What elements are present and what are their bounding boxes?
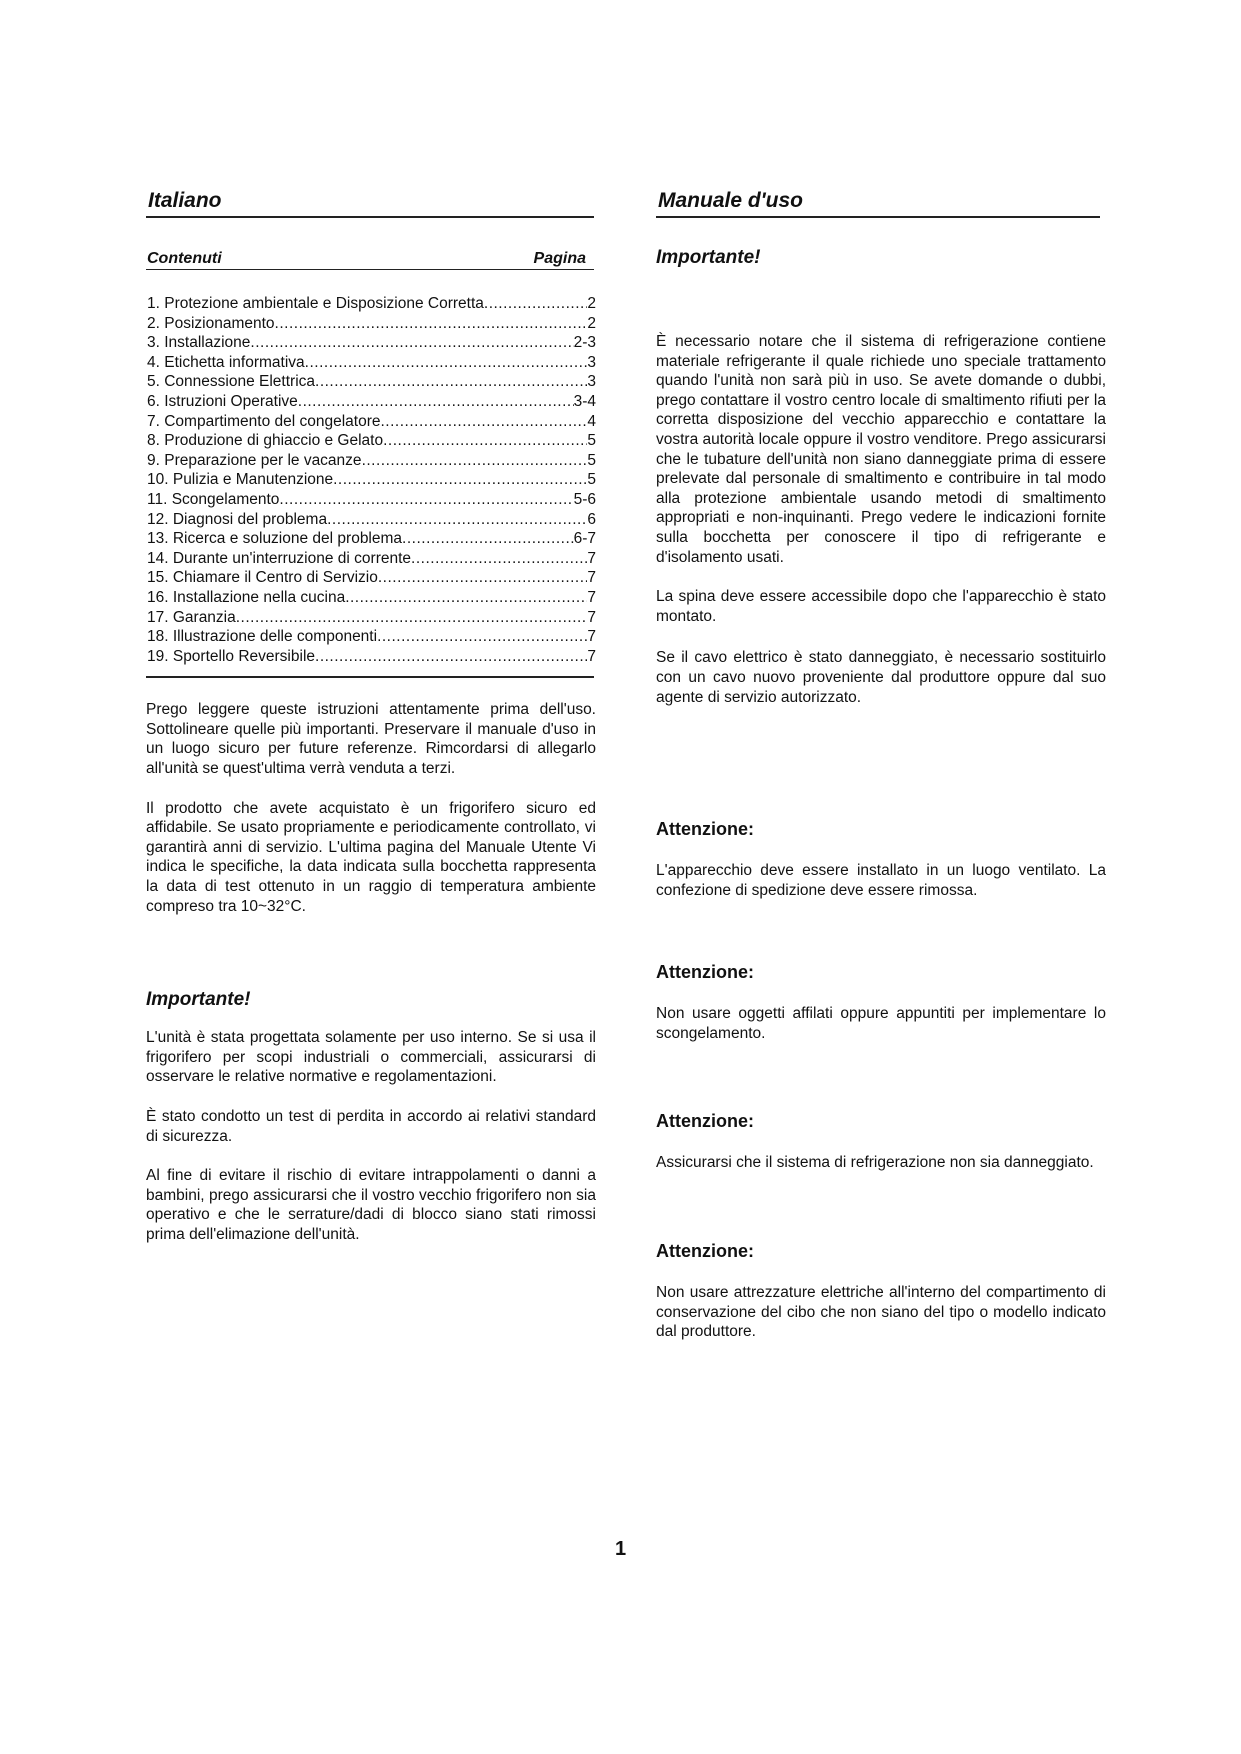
toc-page: 7	[587, 628, 596, 646]
toc-item[interactable]	[147, 647, 596, 667]
toc-item[interactable]	[147, 353, 596, 373]
toc-leader	[315, 647, 587, 667]
toc-label: 12. Diagnosi del problema	[147, 510, 328, 528]
toc-page: 5-6	[573, 490, 596, 508]
toc-label: 10. Pulizia e Manutenzione	[147, 471, 334, 489]
warning-heading: Attenzione:	[656, 1111, 754, 1132]
toc-item[interactable]	[147, 314, 596, 334]
toc-page: 5	[587, 471, 596, 489]
toc-label: 3. Installazione	[147, 334, 251, 352]
toc-leader	[236, 608, 588, 628]
language-title: Italiano	[148, 189, 222, 212]
toc-item[interactable]	[147, 608, 596, 628]
toc-leader	[327, 510, 587, 530]
warning-text: L'apparecchio deve essere installato in un luogo ventilato. La confezione di spedizione deve essere rimossa.	[656, 862, 1106, 899]
toc-item[interactable]	[147, 588, 596, 608]
child-safety-paragraph: Al fine di evitare il rischio di evitare intrappolamenti o danni a bambini, prego assicurarsi che il vostro vecchio frigorifero non sia operativo e che le serrature/dadi di blocco siano stati rimossi prima dell'elimazione dell'unità.	[146, 1167, 596, 1243]
page-column-label: Pagina	[533, 250, 586, 267]
toc-leader	[362, 451, 588, 471]
toc-leader	[275, 314, 588, 334]
leak-test-paragraph: È stato condotto un test di perdita in accordo ai relativi standard di sicurezza.	[146, 1108, 596, 1145]
toc-page: 5	[587, 451, 596, 469]
header-rule-left	[146, 216, 594, 218]
toc-label: 9. Preparazione per le vacanze	[147, 451, 362, 469]
toc-page: 3	[587, 353, 596, 371]
toc-label: 17. Garanzia	[147, 608, 236, 626]
toc-item[interactable]	[147, 470, 596, 490]
toc-page: 7	[587, 608, 596, 626]
warning-heading: Attenzione:	[656, 1241, 754, 1262]
toc-page: 7	[587, 647, 596, 665]
toc-leader	[411, 549, 587, 569]
manual-title: Manuale d'uso	[658, 189, 804, 212]
refrigerant-paragraph: È necessario notare che il sistema di refrigerazione contiene materiale refrigerante il quale richiede uno speciale trattamento quando l'unità non sarà più in uso. Se avete domande o dubbi, prego contattare il vostro centro locale di smaltimento rifiuti per la corretta disposizione del vecchio apparecchio e contattare la vostra autorità locale oppure il vostro venditore. Prego assicurarsi che le tubature dell'unità non siano danneggiate prima di essere prelevate dal personale di smaltimento e contribuire in tal modo alla protezione ambientale usando metodi di smaltimento appropriati e non-inquinanti. Prego vedere le indicazioni fornite sulla bocchetta per conoscere il tipo di refrigerante e d'isolamento usati.	[656, 333, 1106, 566]
important-heading-right: Importante!	[656, 247, 761, 268]
toc-page: 2	[587, 295, 596, 312]
cable-paragraph: Se il cavo elettrico è stato danneggiato, è necessario sostituirlo con un cavo nuovo proveniente dal produttore oppure dal suo agente di servizio autorizzato.	[656, 649, 1106, 706]
toc-leader	[381, 412, 588, 432]
toc-item[interactable]	[147, 412, 596, 432]
toc-leader	[315, 372, 587, 392]
toc-item[interactable]	[147, 451, 596, 471]
toc-label: 15. Chiamare il Centro di Servizio	[147, 569, 378, 587]
warning-heading: Attenzione:	[656, 819, 754, 840]
intro-paragraph: Prego leggere queste istruzioni attentamente prima dell'uso. Sottolineare quelle più importanti. Preservare il manuale d'uso in un luogo sicuro per future referenze. Rimcordarsi di allegarlo all'unità se quest'ultima verrà venduta a terzi.	[146, 701, 596, 778]
indoor-use-paragraph: L'unità è stata progettata solamente per uso interno. Se si usa il frigorifero per scopi industriali o commerciali, assicurarsi di osservare le relative normative e regolamentazioni.	[146, 1029, 596, 1086]
toc-leader	[377, 627, 587, 647]
contents-header	[146, 249, 594, 270]
toc-page: 3	[587, 373, 596, 391]
toc-page: 7	[587, 549, 596, 567]
toc-item[interactable]	[147, 392, 596, 412]
toc-item[interactable]	[147, 490, 596, 510]
toc-leader	[279, 490, 573, 510]
plug-paragraph: La spina deve essere accessibile dopo che l'apparecchio è stato montato.	[656, 588, 1106, 625]
toc-leader	[345, 588, 587, 608]
toc-item[interactable]	[147, 568, 596, 588]
toc-item[interactable]	[147, 529, 596, 549]
toc-page: 7	[587, 588, 596, 606]
contents-heading: Contenuti	[147, 250, 222, 267]
table-of-contents	[146, 294, 596, 666]
toc-item[interactable]	[147, 294, 596, 314]
toc-leader	[305, 353, 588, 373]
warning-heading: Attenzione:	[656, 962, 754, 983]
important-heading-left: Importante!	[146, 989, 251, 1011]
toc-leader	[333, 470, 587, 490]
toc-label: 5. Connessione Elettrica	[147, 373, 316, 391]
toc-item[interactable]	[147, 333, 596, 353]
toc-leader	[378, 568, 588, 588]
warning-text: Assicurarsi che il sistema di refrigerazione non sia danneggiato.	[656, 1154, 1094, 1172]
toc-label: 11. Scongelamento	[147, 490, 280, 508]
toc-label: 6. Istruzioni Operative	[147, 392, 298, 410]
product-paragraph: Il prodotto che avete acquistato è un frigorifero sicuro ed affidabile. Se usato propriamente e periodicamente controllato, vi garantirà anni di servizio. L'ultima pagina del Manuale Utente Vi indica le specifiche, la data indicata sulla bocchetta rappresenta la data di test ottenuto in un raggio di temperatura ambiente compreso tra 10~32°C.	[146, 799, 596, 915]
toc-page: 6	[587, 510, 596, 528]
toc-item[interactable]	[147, 431, 596, 451]
toc-page: 2-3	[573, 334, 596, 352]
toc-leader	[250, 333, 573, 353]
toc-page: 7	[587, 569, 596, 587]
toc-label: 14. Durante un'interruzione di corrente	[147, 549, 412, 567]
toc-page: 3-4	[573, 392, 596, 410]
toc-leader	[298, 392, 574, 412]
toc-label: 2. Posizionamento	[147, 314, 275, 332]
toc-page: 5	[587, 432, 596, 450]
toc-page: 6-7	[573, 530, 596, 548]
toc-item[interactable]	[147, 510, 596, 530]
toc-page: 2	[587, 314, 596, 332]
toc-label: 16. Installazione nella cucina	[147, 588, 346, 606]
header-rule-right	[656, 216, 1100, 218]
toc-leader	[383, 431, 587, 451]
toc-label: 13. Ricerca e soluzione del problema	[147, 530, 403, 548]
toc-item[interactable]	[147, 627, 596, 647]
toc-label: 18. Illustrazione delle componenti	[147, 628, 378, 646]
toc-item[interactable]	[147, 549, 596, 569]
toc-label: 8. Produzione di ghiaccio e Gelato	[147, 432, 384, 450]
toc-page: 4	[587, 412, 596, 430]
toc-leader	[484, 294, 587, 314]
right-column	[656, 186, 1106, 1342]
page-number: 1	[614, 1538, 627, 1560]
warning-text: Non usare oggetti affilati oppure appuntiti per implementare lo scongelamento.	[656, 1005, 1106, 1042]
contents-bottom-rule	[146, 676, 594, 678]
toc-label: 1. Protezione ambientale e Disposizione Corretta	[147, 295, 484, 312]
toc-label: 4. Etichetta informativa	[147, 353, 305, 371]
warning-text: Non usare attrezzature elettriche all'interno del compartimento di conservazione del cibo che non siano del tipo o modello indicato dal produttore.	[656, 1284, 1106, 1341]
left-column	[146, 186, 596, 1245]
toc-label: 7. Compartimento del congelatore	[147, 412, 381, 430]
toc-label: 19. Sportello Reversibile	[147, 647, 316, 665]
toc-item[interactable]	[147, 372, 596, 392]
toc-leader	[402, 529, 574, 549]
